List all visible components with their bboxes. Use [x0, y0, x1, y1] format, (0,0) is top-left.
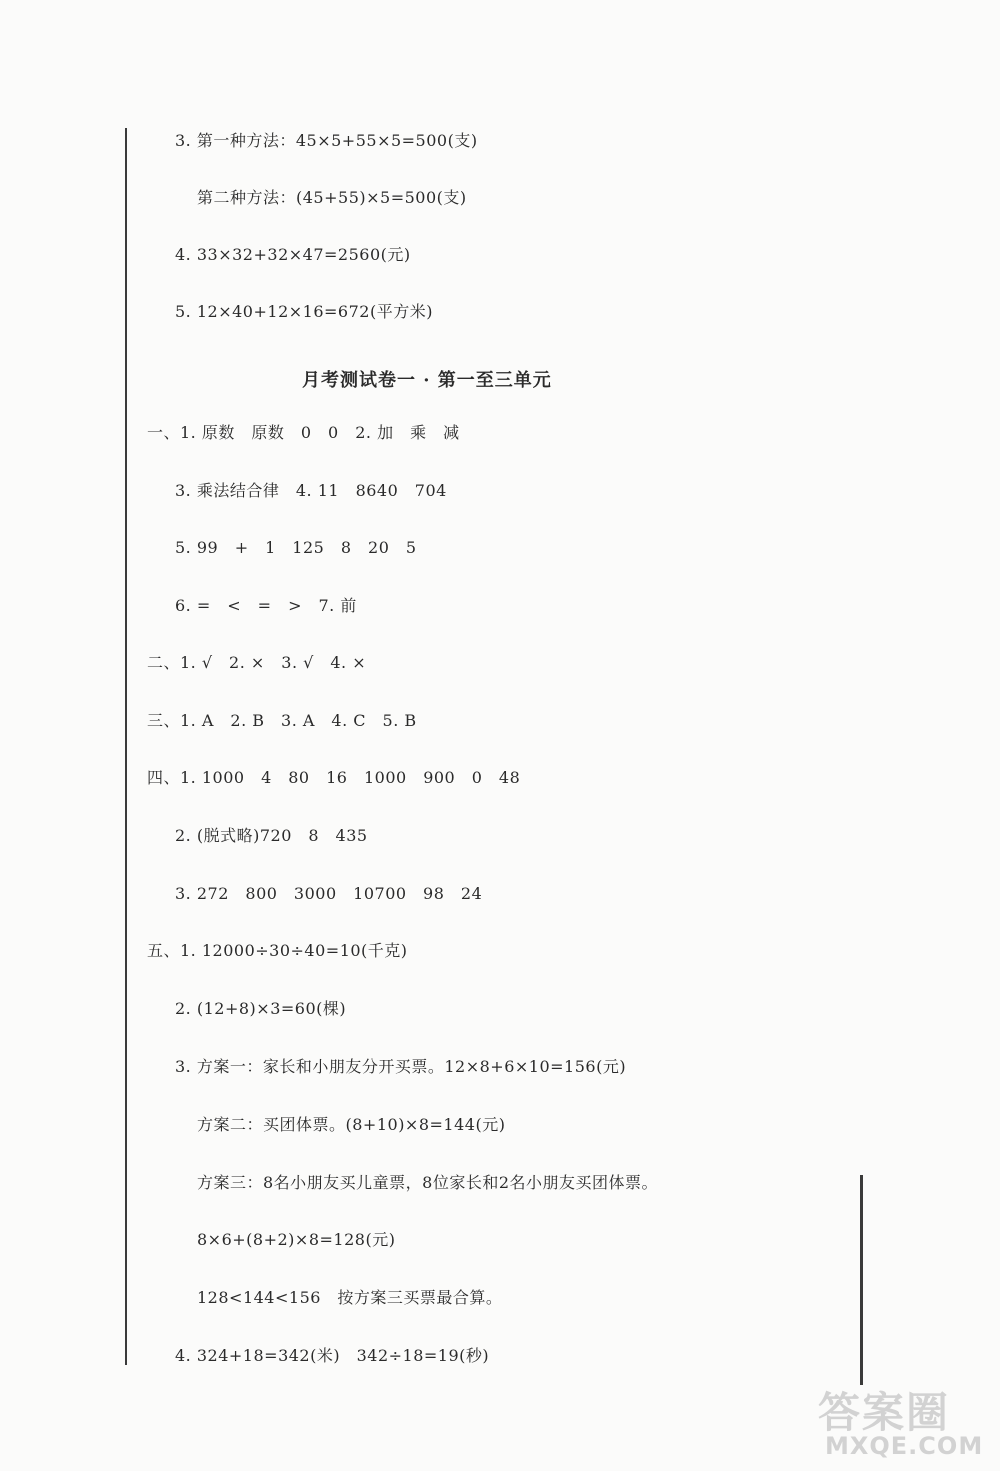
answer-line: 第二种方法：(45+55)×5=500(支) [197, 188, 467, 207]
part5-line: 8×6+(8+2)×8=128(元) [197, 1230, 396, 1249]
exam-title: 月考测试卷一 · 第一至三单元 [302, 370, 552, 391]
watermark-url: MXQE.COM [825, 1432, 984, 1460]
answer-line: 5. 12×40+12×16=672(平方米) [175, 302, 433, 321]
answer-line: 3. 第一种方法：45×5+55×5=500(支) [175, 131, 478, 150]
part1-line: 5. 99 + 1 125 8 20 5 [175, 538, 417, 557]
part1-line: 3. 乘法结合律 4. 11 8640 704 [175, 481, 447, 500]
part5-line: 方案三：8名小朋友买儿童票，8位家长和2名小朋友买团体票。 [197, 1173, 659, 1192]
part5-line: 方案二：买团体票。(8+10)×8=144(元) [197, 1115, 506, 1134]
part3-line: 三、1. A 2. B 3. A 4. C 5. B [147, 711, 417, 730]
answer-line: 4. 33×32+32×47=2560(元) [175, 245, 411, 264]
part5-line: 五、1. 12000÷30÷40=10(千克) [147, 941, 408, 960]
part5-line: 4. 324+18=342(米) 342÷18=19(秒) [175, 1346, 490, 1365]
part5-line: 3. 方案一：家长和小朋友分开买票。12×8+6×10=156(元) [175, 1057, 627, 1076]
part5-line: 2. (12+8)×3=60(棵) [175, 999, 347, 1018]
part4-line: 3. 272 800 3000 10700 98 24 [175, 884, 483, 903]
part1-line: 一、1. 原数 原数 0 0 2. 加 乘 减 [147, 423, 460, 442]
right-margin-line [860, 1175, 863, 1385]
part4-line: 四、1. 1000 4 80 16 1000 900 0 48 [147, 768, 521, 787]
left-margin-line [125, 128, 127, 1365]
part4-line: 2. (脱式略)720 8 435 [175, 826, 368, 845]
watermark-logo: 答案圈 [818, 1388, 951, 1437]
part1-line: 6. = < = > 7. 前 [175, 596, 357, 615]
part5-line: 128<144<156 按方案三买票最合算。 [197, 1288, 503, 1307]
part2-line: 二、1. √ 2. × 3. √ 4. × [147, 653, 367, 672]
